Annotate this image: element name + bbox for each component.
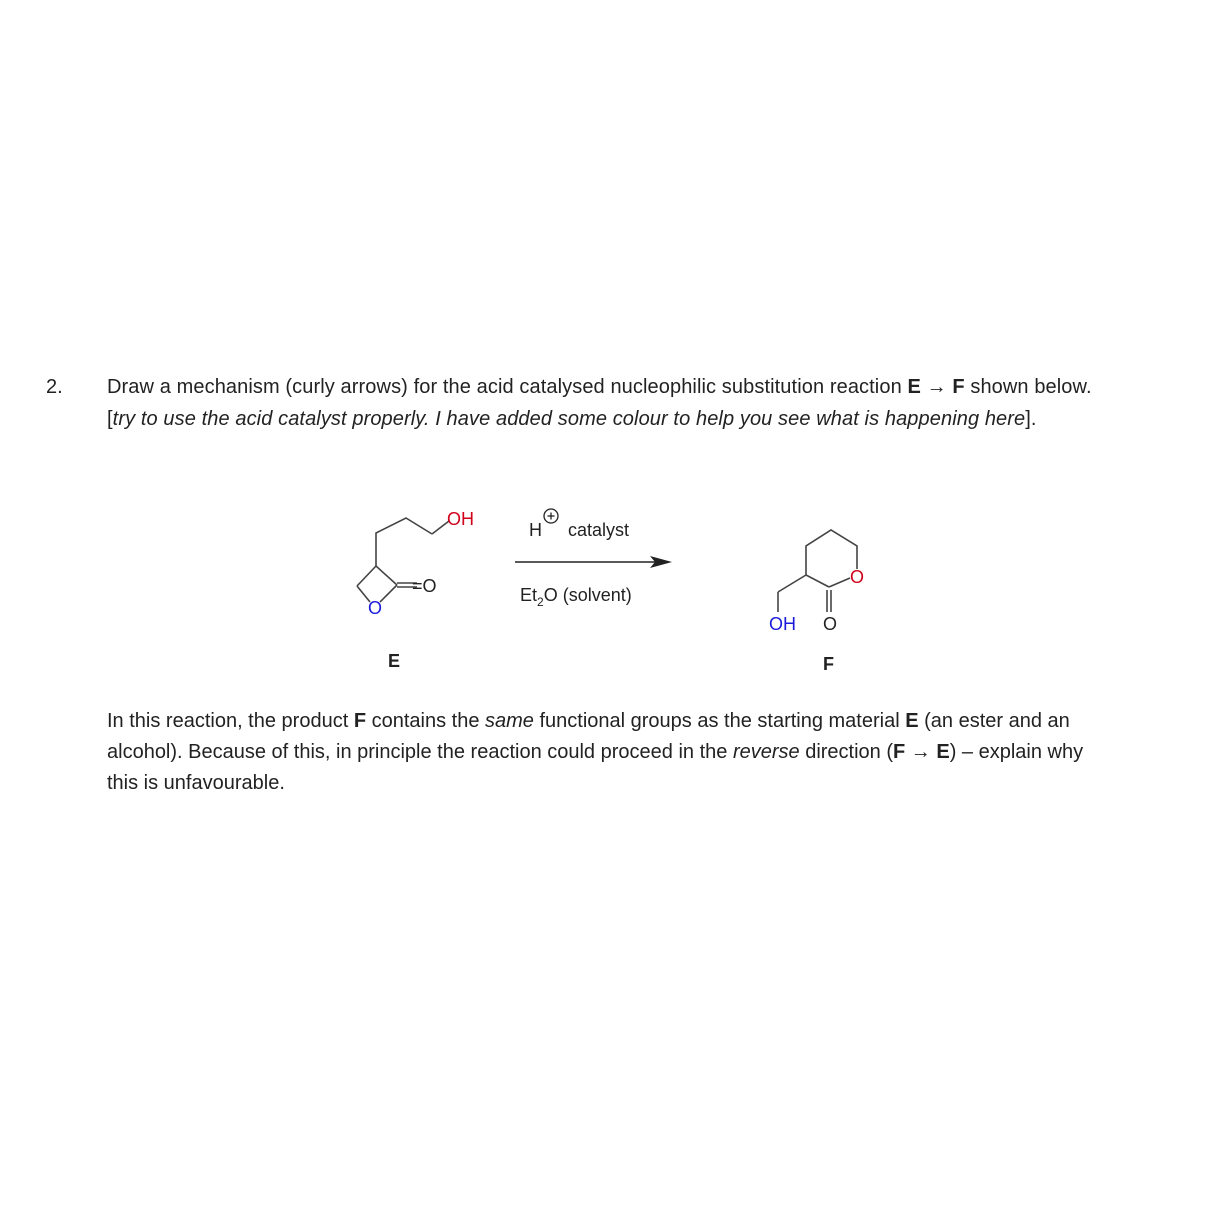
- paragraph-line-3: [107, 768, 1177, 799]
- reactant-ring-o: O: [368, 598, 383, 618]
- p-italic-reverse: reverse: [732, 741, 800, 763]
- p-text-1: In this reaction, the product: [107, 710, 354, 732]
- q2-open-bracket: [: [107, 408, 113, 430]
- reagent-catalyst: catalyst: [568, 520, 630, 540]
- product-f-structure: [778, 530, 857, 612]
- product-label-f: F: [823, 654, 834, 674]
- p-text-2: contains the: [366, 710, 485, 732]
- p-bold-f: F: [353, 710, 367, 732]
- solvent-subscript: 2: [537, 595, 544, 609]
- reagent-h: H: [529, 520, 542, 540]
- q1-to-label: F: [952, 376, 965, 398]
- solvent-rest: O (solvent): [543, 585, 632, 605]
- question-number: 2.: [46, 376, 63, 398]
- p-text-8: this is unfavourable.: [107, 772, 285, 794]
- reactant-carbonyl-o: =O: [412, 576, 437, 596]
- paragraph-line-2: [107, 737, 1177, 768]
- solvent-et: Et: [520, 585, 538, 605]
- p-bold-e: E: [905, 710, 919, 732]
- reactant-oh: OH: [447, 509, 474, 529]
- p-text-3: functional groups as the starting material: [533, 710, 906, 732]
- p-bold-e2: E: [936, 741, 950, 763]
- product-carbonyl-o: O: [823, 614, 838, 634]
- p-arrow: →: [905, 741, 937, 763]
- p-bold-f2: F: [893, 741, 906, 763]
- q2-close-bracket: ].: [1025, 408, 1037, 430]
- reactant-label-e: E: [388, 651, 401, 671]
- paragraph-line-1: [107, 706, 1177, 737]
- p-italic-same: same: [485, 710, 534, 732]
- p-text-4: (an ester and an: [918, 710, 1070, 732]
- q1-text-before: Draw a mechanism (curly arrows) for the acid catalysed nucleophilic substitution reaction: [107, 376, 908, 398]
- p-text-5: alcohol). Because of this, in principle the reaction could proceed in the: [107, 741, 733, 763]
- q1-from-label: E: [907, 376, 921, 398]
- q1-text-after: shown below.: [964, 376, 1092, 398]
- q1-arrow-glyph: →: [926, 376, 947, 398]
- q2-hint-text: try to use the acid catalyst properly. I have added some colour to help you see what is happening here: [112, 408, 1026, 430]
- p-text-7: ) – explain why: [949, 741, 1084, 763]
- p-text-6: direction (: [799, 741, 894, 763]
- reagent-solvent: [520, 585, 632, 609]
- explanation-paragraph: [107, 706, 1177, 799]
- product-ring-o: O: [850, 567, 865, 587]
- product-oh: OH: [769, 614, 796, 634]
